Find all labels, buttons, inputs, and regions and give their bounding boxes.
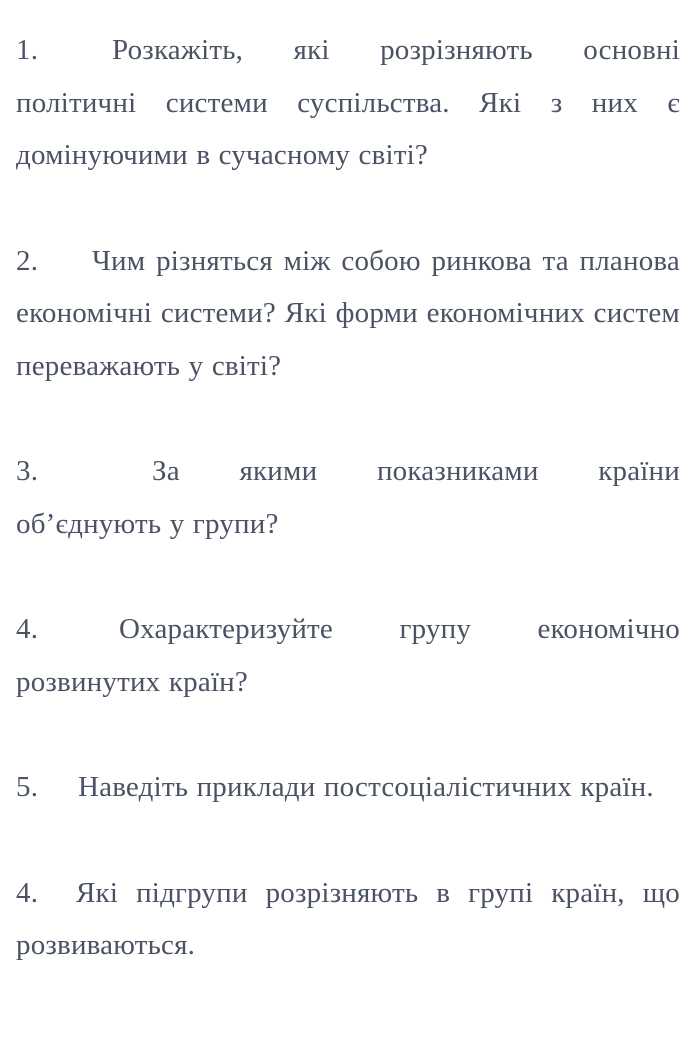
question-number: 3. bbox=[16, 455, 39, 487]
question-text: Охарактеризуйте групу економічно розвинутих країн? bbox=[16, 613, 680, 698]
question-text: Наведіть приклади постсоціалістичних країн. bbox=[78, 771, 654, 803]
question-item bbox=[16, 235, 680, 393]
question-text: Які підгрупи розрізняють в групі країн, що розвиваються. bbox=[16, 876, 680, 961]
question-text: Чим різняться між собою ринкова та планова економічні системи? Які форми економічних систем переважають у світі? bbox=[16, 244, 680, 382]
question-item bbox=[16, 867, 680, 972]
question-text: За якими показниками країни об’єднують у групи? bbox=[16, 455, 680, 540]
question-number: 4. bbox=[16, 613, 39, 645]
question-number: 5. bbox=[16, 771, 39, 803]
question-item bbox=[16, 603, 680, 708]
question-item bbox=[16, 761, 680, 814]
question-number: 1. bbox=[16, 34, 39, 66]
question-number: 4. bbox=[16, 876, 39, 909]
question-item bbox=[16, 24, 680, 182]
document-body bbox=[16, 24, 680, 1025]
question-item bbox=[16, 445, 680, 550]
question-number: 2. bbox=[16, 244, 39, 277]
question-text: Розкажіть, які розрізняють основні політичні системи суспільства. Які з них є домінуючими в сучасному світі? bbox=[16, 34, 680, 171]
